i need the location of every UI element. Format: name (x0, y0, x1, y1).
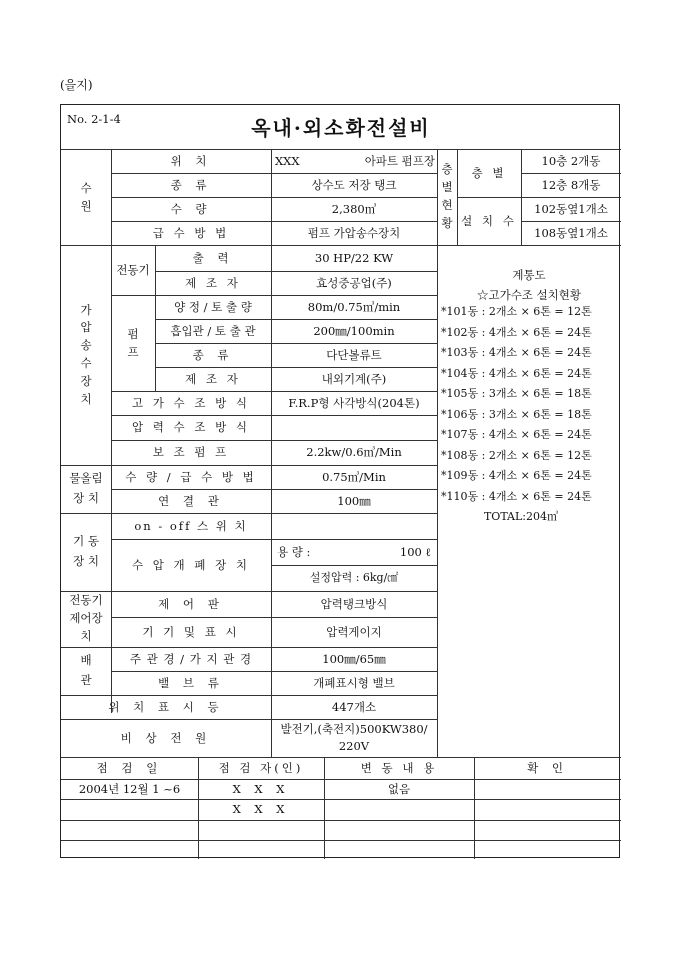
inspection-row-2-inspector: X X X (232, 802, 290, 817)
emergency-power-label: 비 상 전 원 (120, 730, 212, 745)
elevated-tank-value: F.R.P형 사각방식(204톤) (288, 395, 420, 410)
piping-group-label: 배 관 (80, 653, 92, 687)
lift-pipe-value: 100㎜ (337, 493, 371, 508)
suwon-quantity-label: 수 량 (170, 201, 212, 216)
valve-value: 개폐표시형 밸브 (313, 675, 395, 690)
tank-install-item: *106동 : 3개소 × 6톤 = 18톤 (441, 407, 592, 421)
suwon-supply-value: 펌프 가압송수장치 (307, 225, 401, 240)
capacity-label: 용 량 : (277, 544, 311, 559)
lift-quantity-value: 0.75㎥/Min (322, 469, 386, 484)
valve-label: 밸 브 류 (158, 675, 224, 690)
suwon-type-value: 상수도 저장 탱크 (311, 177, 397, 192)
form-label: (을지) (60, 78, 93, 92)
gauge-value: 압력게이지 (326, 624, 382, 639)
emergency-power-value: 발전기,(축전지)500KW380/ 220V (280, 721, 428, 753)
capacity-value: 100 ℓ (399, 544, 431, 559)
change-header: 변 동 내 용 (360, 760, 438, 775)
location-light-value: 447개소 (331, 699, 377, 714)
pump-head-label: 양 정 / 토 출 량 (174, 299, 252, 314)
suwon-quantity-value: 2,380㎥ (331, 201, 377, 216)
control-group-label: 전동기 제어장 치 (69, 593, 103, 643)
motor-maker-label: 제 조 자 (185, 275, 241, 290)
pump-unit-group-label: 가 압 송 수 장 치 (80, 302, 92, 406)
pump-maker-label: 제 조 자 (185, 371, 241, 386)
pressure-tank-value (271, 415, 437, 440)
pump-pipe-value: 200㎜/100min (313, 323, 395, 338)
control-panel-value: 압력탱크방식 (320, 596, 388, 611)
inspection-row-2-confirm (474, 799, 621, 820)
tank-install-item: *110동 : 4개소 × 6톤 = 24톤 (441, 489, 592, 503)
inspection-row-3-inspector (198, 820, 324, 840)
pipe-diameter-label: 주 관 경 / 가 지 관 경 (129, 651, 253, 666)
control-panel-label: 제 어 판 (158, 596, 224, 611)
tank-install-item: *101동 : 2개소 × 6톤 = 12톤 (441, 305, 592, 318)
lift-quantity-label: 수 량 / 급 수 방 법 (125, 469, 257, 484)
floor-value-1: 10층 2개동 (541, 153, 601, 168)
inspection-date-header: 점 검 일 (96, 760, 163, 775)
tank-install-item: *102동 : 4개소 × 6톤 = 24톤 (441, 325, 592, 339)
inspection-row-3-confirm (474, 820, 621, 840)
install-label: 설 치 수 (461, 213, 517, 228)
doc-number: No. 2-1-4 (67, 111, 121, 126)
suwon-supply-label: 급 수 방 법 (152, 225, 230, 240)
motor-label: 전동기 (116, 262, 150, 277)
inspection-row-4-inspector (198, 840, 324, 859)
tank-install-item: *109동 : 4개소 × 6톤 = 24톤 (441, 469, 592, 482)
suwon-location-value-left: XXX (275, 153, 300, 168)
pressure-switch-label: 수 압 개 폐 장 치 (132, 557, 250, 572)
suwon-group-label: 수 원 (80, 180, 92, 213)
tank-install-item: *103동 : 4개소 × 6톤 = 24톤 (441, 346, 592, 359)
floor-label: 층 별 (471, 165, 507, 180)
install-value-2: 108동옆1개소 (534, 225, 608, 240)
inspection-row-3-date (61, 820, 198, 840)
tank-install-item: *104동 : 4개소 × 6톤 = 24톤 (441, 366, 592, 380)
motor-maker-value: 효성중공업(주) (316, 275, 392, 290)
floor-value-2: 12층 8개동 (541, 177, 601, 192)
inspection-row-4-confirm (474, 840, 621, 859)
inspection-row-4-change (324, 840, 474, 859)
startup-group-label: 기 동 장 치 (73, 534, 99, 568)
pump-group-label: 펌 프 (127, 326, 139, 359)
inspection-row-1-date: 2004년 12월 1 ~6 (78, 781, 181, 796)
elevated-tank-label: 고 가 수 조 방 식 (132, 395, 250, 410)
pump-pipe-label: 흡입관 / 토 출 관 (170, 323, 256, 338)
diagram-subtitle: ☆고가수조 설치현황 (476, 287, 582, 302)
suwon-location-value-right: 아파트 펌프장 (364, 153, 435, 168)
suwon-type-label: 종 류 (170, 177, 212, 192)
set-pressure-value: 설정압력 : 6kg/㎠ (309, 570, 399, 584)
tank-install-item: *107동 : 4개소 × 6톤 = 24톤 (441, 428, 592, 441)
inspection-row-1-confirm (474, 779, 621, 799)
install-value-1: 102동옆1개소 (534, 201, 608, 216)
pump-head-value: 80m/0.75㎥/min (307, 299, 401, 314)
motor-output-value: 30 HP/22 KW (314, 250, 394, 265)
pump-maker-value: 내외기계(주) (321, 371, 387, 386)
aux-pump-value: 2.2kw/0.6㎥/Min (306, 445, 402, 460)
inspector-header: 점 검 자(인) (218, 760, 304, 775)
lift-pipe-label: 연 결 관 (158, 493, 224, 508)
floor-status-group-label: 층 별 현 황 (441, 162, 453, 230)
pipe-diameter-value: 100㎜/65㎜ (322, 651, 386, 666)
motor-output-label: 출 력 (192, 250, 234, 265)
inspection-row-2-date (61, 799, 198, 820)
inspection-row-1-change: 없음 (387, 781, 411, 796)
page-title: 옥내·외소화전설비 (251, 116, 431, 140)
inspection-row-1-inspector: X X X (232, 781, 290, 796)
location-light-label: 위 치 표 시 등 (108, 699, 224, 714)
tank-install-item: *108동 : 2개소 × 6톤 = 12톤 (441, 448, 592, 462)
diagram-title: 계통도 (512, 267, 546, 282)
lift-group-label: 물올림 장 치 (69, 471, 103, 505)
pump-type-label: 종 류 (192, 347, 234, 362)
suwon-location-label: 위 치 (170, 153, 212, 168)
confirm-header: 확 인 (527, 760, 568, 775)
aux-pump-label: 보 조 펌 프 (152, 445, 230, 460)
inspection-row-2-change (324, 799, 474, 820)
onoff-switch-value (271, 513, 437, 539)
inspection-row-3-change (324, 820, 474, 840)
onoff-switch-label: on - off 스 위 치 (134, 518, 248, 533)
gauge-label: 기 기 및 표 시 (142, 624, 240, 639)
tank-install-item: *105동 : 3개소 × 6톤 = 18톤 (441, 387, 592, 400)
pressure-tank-label: 압 력 수 조 방 식 (132, 420, 250, 435)
inspection-row-4-date (61, 840, 198, 859)
tank-install-list (441, 302, 621, 528)
pump-type-value: 다단볼류트 (326, 347, 382, 362)
tank-total: TOTAL:204㎥ (483, 510, 559, 523)
